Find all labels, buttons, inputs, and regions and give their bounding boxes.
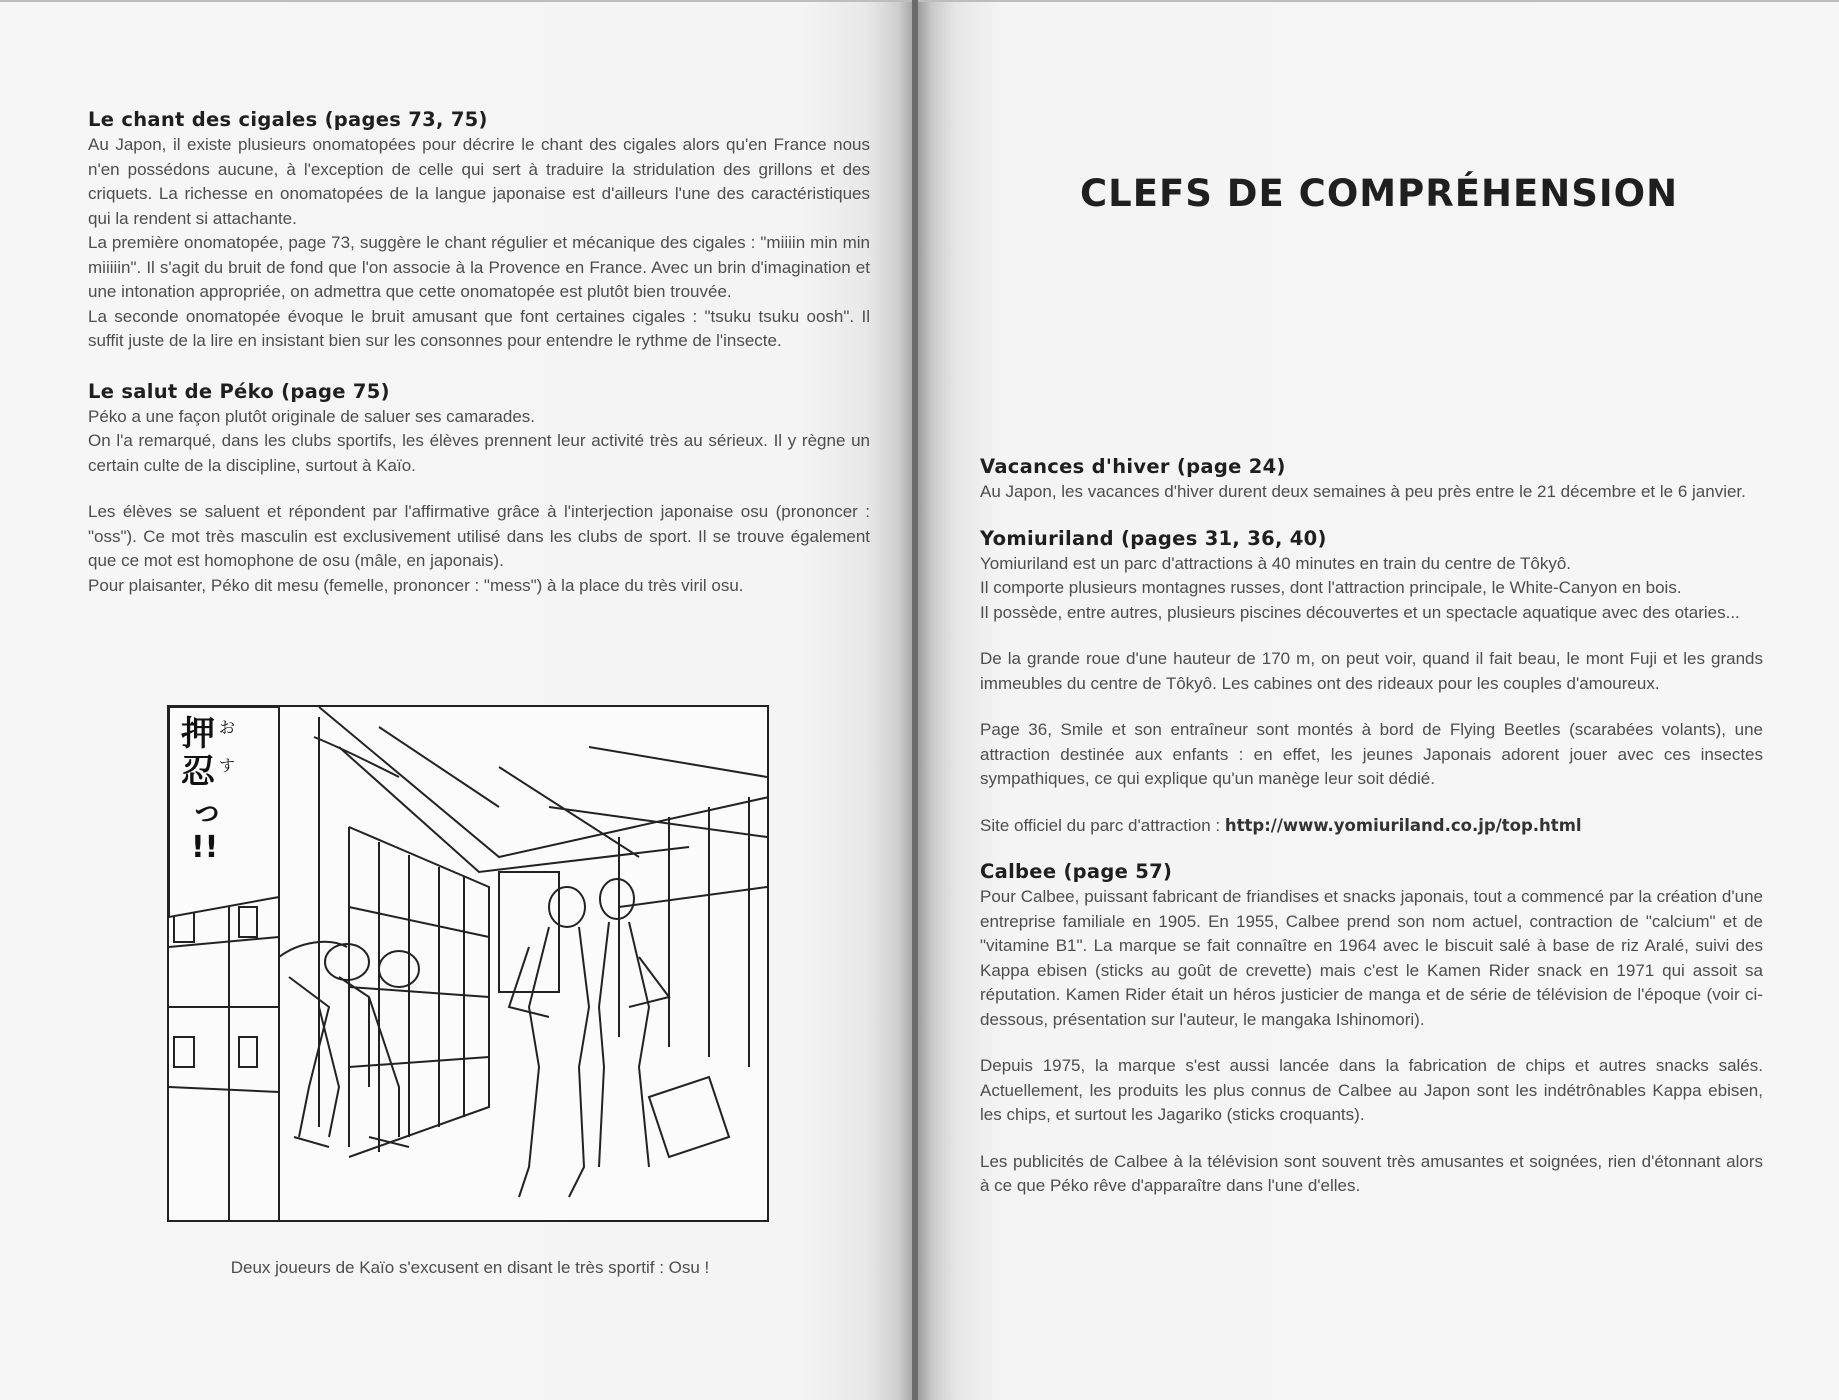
speech-kanji-1: 押: [181, 714, 215, 754]
paragraph: Pour Calbee, puissant fabricant de friandises et snacks japonais, tout a commencé par la création d'une entreprise familiale en 1905. En 1955, Calbee prend son nom actuel, contraction de "calcium" et de "vitamine B1". La marque se fait connaître en 1964 avec le biscuit salé à base de riz Aralé, suivi des Kappa ebisen (sticks au goût de crevette) mais c'est le Kamen Rider snack en 1971 qui assoit sa réputation. Kamen Rider était un héros justicier de manga et de série de télévision de l'époque (voir ci-dessous, présentation sur l'auteur, le mangaka Ishinomori).: [980, 887, 1763, 1029]
speech-exclaim: !!: [191, 830, 219, 865]
paragraph: On l'a remarqué, dans les clubs sportifs, les élèves prennent leur activité très au sérieux. Il y règne un certain culte de la discipline, surtout à Kaïo.: [88, 431, 870, 475]
paragraph: Yomiuriland est un parc d'attractions à 40 minutes en train du centre de Tôkyô.: [980, 553, 1572, 573]
paragraph: La première onomatopée, page 73, suggère le chant régulier et mécanique des cigales : "miiiin min min miiiiin". Il s'agit du bruit de fond que l'on associe à la Provence en France. Avec un brin d'imagination et une intonation appropriée, on admettra que cette onomatopée est plutôt bien trouvée.: [88, 233, 870, 301]
left-page: [0, 0, 912, 1400]
paragraph: Il comporte plusieurs montagnes russes, dont l'attraction principale, le White-Canyon en bois.: [980, 578, 1682, 597]
section-title: Le chant des cigales (pages 73, 75): [88, 108, 488, 131]
paragraph: Il possède, entre autres, plusieurs piscines découvertes et un spectacle aquatique avec des otaries...: [980, 602, 1740, 622]
page-title: CLEFS DE COMPRÉHENSION: [1080, 172, 1679, 215]
left-column: [88, 108, 870, 624]
right-page: [918, 0, 1839, 1400]
manga-panel-drawing: [169, 707, 767, 1220]
section-title: Le salut de Péko (page 75): [88, 379, 390, 403]
paragraph: Page 36, Smile et son entraîneur sont montés à bord de Flying Beetles (scarabées volants), une attraction destinée aux enfants : en effet, les jeunes Japonais adorent jouer avec ces insectes sympathiques, ce qui explique qu'un manège leur soit dédié.: [980, 720, 1763, 788]
speech-kana-2: す: [219, 756, 236, 775]
illustration-caption: Deux joueurs de Kaïo s'excusent en disant le très sportif : Osu !: [230, 1258, 710, 1277]
speech-kana-1: お: [219, 718, 236, 737]
site-url-link[interactable]: http://www.yomiuriland.co.jp/top.html: [1224, 815, 1582, 835]
paragraph: Les élèves se saluent et répondent par l'affirmative grâce à l'interjection japonaise osu (prononcer : "oss"). Ce mot très masculin est exclusivement utilisé dans les clubs de sport. Il se trouve également que ce mot est homophone de osu (mâle, en japonais).: [88, 502, 870, 570]
section-title: Yomiuriland (pages 31, 36, 40): [980, 526, 1327, 550]
section-title: Vacances d'hiver (page 24): [980, 455, 1286, 478]
speech-kanji-2: 忍: [181, 752, 215, 792]
right-column: [980, 455, 1763, 1225]
section-salut-de-peko: [88, 380, 870, 599]
section-title: Calbee (page 57): [980, 860, 1173, 883]
paragraph: La seconde onomatopée évoque le bruit amusant que font certaines cigales : "tsuku tsuku oosh". Il suffit juste de la lire en insistant bien sur les consonnes pour entendre le rythme de l'insecte.: [88, 306, 870, 350]
paragraph: Au Japon, les vacances d'hiver durent deux semaines à peu près entre le 21 décembre et le 6 janvier.: [980, 482, 1746, 501]
paragraph: Pour plaisanter, Péko dit mesu (femelle, prononcer : "mess") à la place du très viril osu.: [88, 575, 744, 595]
paragraph: Au Japon, il existe plusieurs onomatopées pour décrire le chant des cigales alors qu'en France nous n'en possédons aucune, à l'exception de celle qui sert à traduire la stridulation des grillons et des criquets. La richesse en onomatopées de la langue japonaise est d'ailleurs l'une des caractéristiques qui la rendent si attachante.: [88, 135, 870, 228]
paragraph: Depuis 1975, la marque s'est aussi lancée dans la fabrication de chips et autres snacks salés. Actuellement, les produits les plus connus de Calbee au Japon sont les indétrônables Kappa ebisen, les chips, et surtout les Jagariko (sticks croquants).: [980, 1056, 1763, 1124]
page-top-edge: [918, 0, 1839, 2]
page-top-edge: [0, 0, 912, 2]
section-vacances-d-hiver: [980, 455, 1763, 505]
paragraph: Les publicités de Calbee à la télévision sont souvent très amusantes et soignées, rien d'étonnant alors à ce que Péko rêve d'apparaître dans l'une d'elles.: [980, 1151, 1763, 1195]
speech-small-tsu: っ: [191, 791, 224, 829]
paragraph: De la grande roue d'une hauteur de 170 m, on peut voir, quand il fait beau, le mont Fuji et les grands immeubles du centre de Tôkyô. Les cabines ont des rideaux pour les couples d'amoureux.: [980, 649, 1763, 693]
site-label: Site officiel du parc d'attraction :: [980, 815, 1221, 835]
paragraph: Péko a une façon plutôt originale de saluer ses camarades.: [88, 406, 535, 426]
section-calbee: [980, 860, 1763, 1199]
section-chant-des-cigales: [88, 108, 870, 354]
section-yomiuriland: [980, 527, 1763, 839]
manga-illustration: [167, 705, 769, 1222]
site-line: [980, 814, 1763, 839]
